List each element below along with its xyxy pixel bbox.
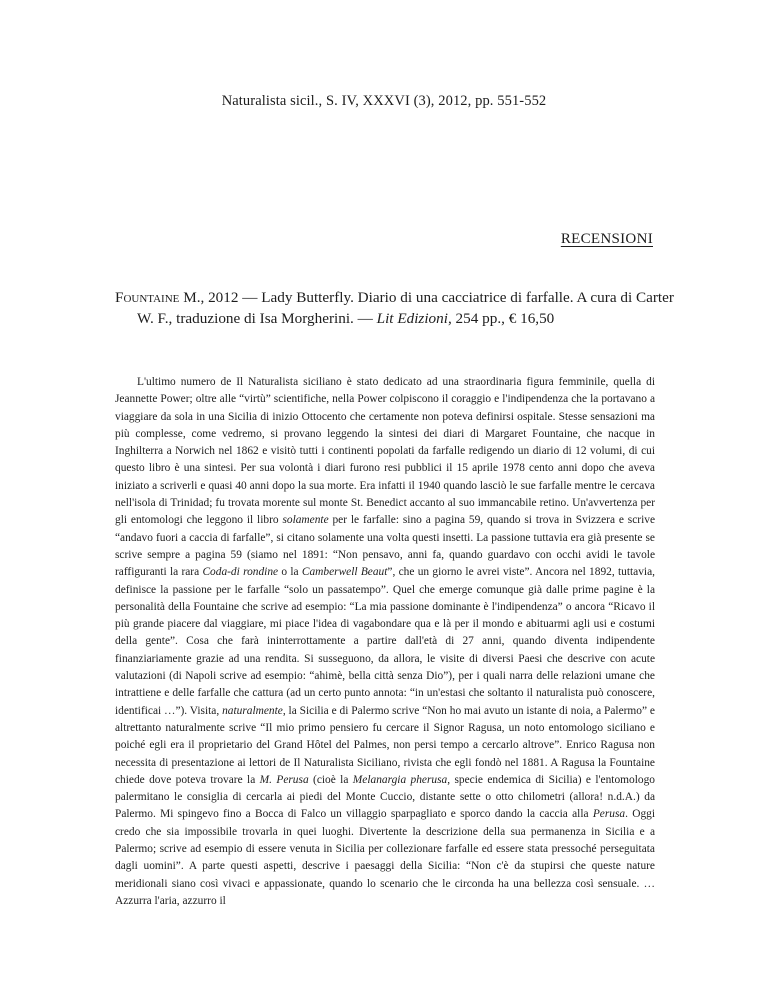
body-italic-run: solamente [282, 514, 329, 527]
body-text-run: , la Sicilia e di Palermo scrive “Non ho mai avuto un istante di noia, a Palermo” e altrettanto naturalmente scrive “Il mio primo pensiero fu cercare il Signor Ragusa, un noto entomologo siciliano e poiché egli era il proprietario del Grand Hôtel del Palmes, non persi tempo a cercarlo altrove”. Enrico Ragusa non necessita di presentazione ai lettori de Il Naturalista Siciliano, rivista che egli fondò nel 1881. A Ragusa la Fountaine chiede dove poteva trovare la [115, 704, 655, 786]
review-author-surname: Fountaine [115, 289, 180, 306]
body-text-run: , specie endemica di Sicilia) e l'entomologo palermitano le consiglia di cercarla ai piedi del Monte Cuccio, distante sette o otto chilometri (allora! n.d.A.) da Palermo. Mi spingevo fino a Bocca di Falco un villaggio sparpagliato e sporco dando la caccia alla [115, 773, 655, 821]
body-italic-run: Camberwell Beaut [301, 566, 388, 579]
body-italic-run: Perusa [592, 808, 626, 821]
body-text-run: per le farfalle: sino a pagina 59, quando si trova in Svizzera e scrive “andavo fuori a caccia di farfalle”, si citano solamente una volta questi insetti. La passione tuttavia era già presente se scrive sempre a pagina 59 (siamo nel 1891: “Non pensavo, anni fa, quando guardavo con occhi avidi le tavole raffiguranti la rara [115, 514, 655, 579]
body-italic-run: M. Perusa [259, 773, 309, 786]
review-citation [115, 287, 677, 329]
section-title: RECENSIONI [560, 231, 653, 247]
body-text-run: . Oggi credo che sia impossibile trovarla in quei luoghi. Divertente la descrizione della sua permanenza in Sicilia e a Palermo; scrive ad esempio di essere venuta in Sicilia per collezionare farfalle ed essere stata pressoché perseguitata dagli uomini”. A parte questi aspetti, descrive i paesaggi della Sicilia: “Non c'è da stupirsi che queste nature meridionali siano così vivaci e appassionate, quando lo scenario che le circonda ha una bellezza così sensuale. … Azzurra l'aria, azzurro il [115, 808, 655, 907]
body-italic-run: Melanargia pherusa [352, 773, 448, 786]
review-body-paragraph [115, 374, 655, 910]
body-italic-run: Coda-di rondine [202, 566, 279, 579]
body-text-run: ”, che un giorno le avrei viste”. Ancora nel 1892, tuttavia, definisce la passione per le farfalle “solo un passatempo”. Quel che emerge comunque già dalle prime pagine è la personalità della Fountaine che scrive ad esempio: “La mia passione dominante è l'indipendenza” o ancora “Ricavo il più grande piacere dal viaggiare, mi piace l'idea di vagabondare qua e là per il mondo e abituarmi agli usi e costumi della gente”. Cosa che farà ininterrottamente a partire dall'età di 27 anni, quando diventa indipendente finanziariamente grazie ad una rendita. Si susseguono, da allora, le visite di diversi Paesi che descrive con acute valutazioni (di Napoli scrive ad esempio: “ahimè, bella città senza Dio”), per i quali narra delle relazioni umane che intrattiene e delle farfalle che cattura (ad un certo punto annota: “in un'estasi che soltanto il naturalista può conoscere, identificai …”). Visita, [115, 566, 655, 717]
review-publisher: Lit Edizioni [376, 310, 448, 327]
body-text-run: L'ultimo numero de Il Naturalista siciliano è stato dedicato ad una straordinaria figura femminile, quella di Jeannette Power; oltre alle “virtù” scientifiche, nella Power colpiscono il coraggio e l'indipendenza che la portavano a viaggiare da sola in una Sicilia di inizio Ottocento che certamente non poteva definirsi ospitale. Stesse sensazioni ma più complesse, come vedremo, si provano leggendo la sintesi dei diari di Margaret Fountaine, che nacque in Inghilterra a Norwich nel 1862 e visitò tutti i continenti popolati da farfalle redigendo un diario di 12 volumi, di cui questo libro è una sintesi. Per sua volontà i diari furono resi pubblici il 15 aprile 1978 cento anni dopo che aveva iniziato a scriverli e quasi 40 anni dopo la sua morte. Era infatti il 1940 quando lasciò le sue farfalle mentre le cercava nell'isola di Trinidad; fu trovata morente sul monte St. Benedict accanto al suo immancabile retino. Un'avvertenza per gli entomologi che leggono il libro [115, 376, 655, 527]
journal-citation-header: Naturalista sicil., S. IV, XXXVI (3), 2012, pp. 551-552 [221, 93, 547, 109]
body-italic-run: naturalmente [222, 704, 283, 717]
body-text-run: o la [278, 566, 302, 579]
body-text-run: (cioè la [308, 773, 353, 786]
review-pages-price: , 254 pp., € 16,50 [447, 310, 555, 327]
review-book-details: M., 2012 — Lady Butterfly. Diario di una cacciatrice di farfalle. A cura di Carter W. F., traduzione di Isa Morgherini. — [137, 289, 674, 327]
